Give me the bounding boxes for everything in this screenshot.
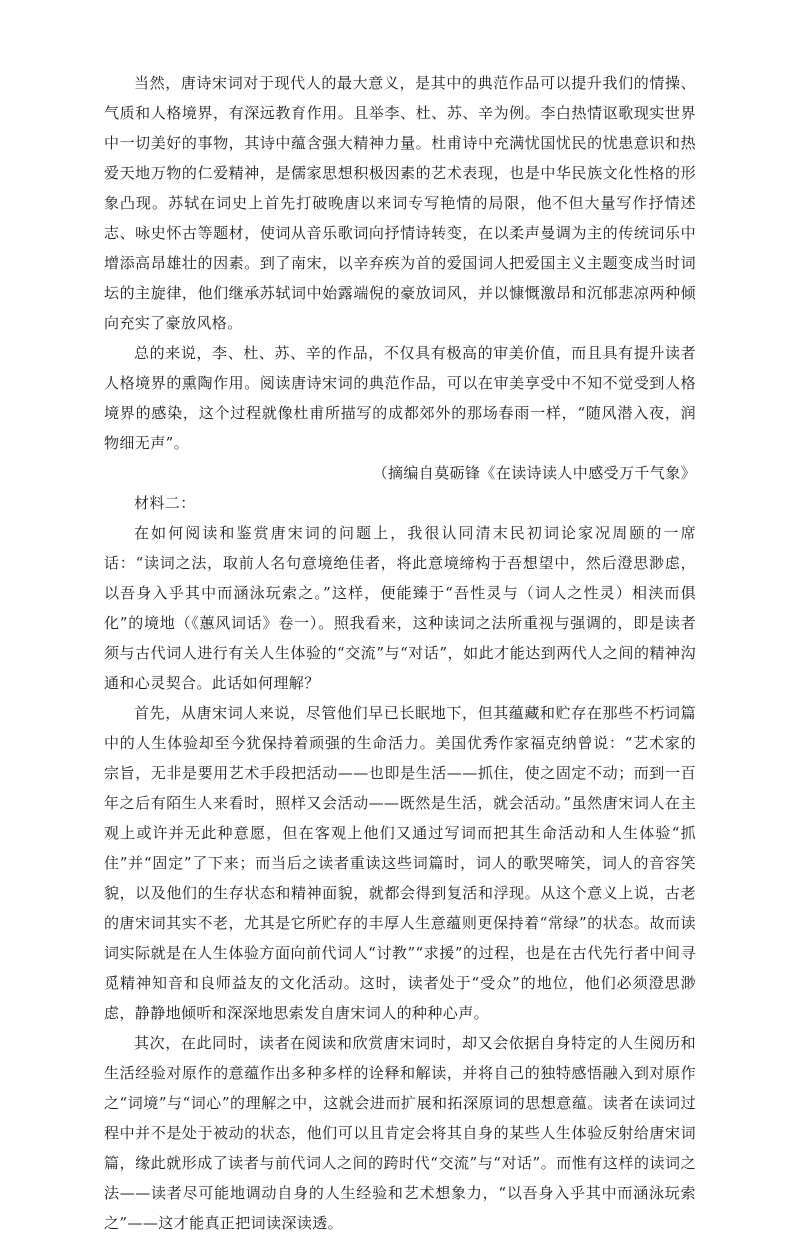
paragraph: 首先，从唐宋词人来说，尽管他们早已长眠地下，但其蕴藏和贮存在那些不朽词篇中的人生体验却至今犹保持着顽强的生命活力。美国优秀作家福克纳曾说：“艺术家的宗旨，无非是要用艺术手段把活动——也即是生活——抓住，使之固定不动；而到一百年之后有陌生人来看时，照样又会活动——既然是生活，就会活动。”虽然唐宋词人在主观上或许并无此种意愿，但在客观上他们又通过写词而把其生命活动和人生体验“抓住”并“固定”了下来；而当后之读者重读这些词篇时，词人的歌哭啼笑，词人的音容笑貌，以及他们的生存状态和精神面貌，就都会得到复活和浮现。从这个意义上说，古老的唐宋词其实不老，尤其是它所贮存的丰厚人生意蕴则更保持着“常绿”的状态。故而读词实际就是在人生体验方面向前代词人“讨教”“求援”的过程，也是在古代先行者中间寻觅精神知音和良师益友的文化活动。这时，读者处于“受众”的地位，他们必须澄思渺虑，静静地倾听和深深地思索发自唐宋词人的种种心声。	[104, 704, 696, 1022]
paragraph: 总的来说，李、杜、苏、辛的作品，不仅具有极高的审美价值，而且具有提升读者人格境界的熏陶作用。阅读唐诗宋词的典范作品，可以在审美享受中不知不觉受到人格境界的感染，这个过程就像杜甫所描写的成都郊外的那场春雨一样，“随风潜入夜，润物细无声”。	[104, 344, 696, 452]
source-citation: （摘编自莫砺锋《在读诗读人中感受万千气象》	[372, 464, 696, 482]
paragraph: 其次，在此同时，读者在阅读和欣赏唐宋词时，却又会依据自身特定的人生阅历和生活经验对原作的意蕴作出多种多样的诠释和解读，并将自己的独特感悟融入到对原作之“词境”与“词心”的理解之中，这就会进而扩展和拓深原词的思想意蕴。读者在读词过程中并不是处于被动的状态，他们可以且肯定会将其自身的某些人生体验反射给唐宋词篇，缘此就形成了读者与前代词人之间的跨时代“交流”与“对话”。而惟有这样的读词之法——读者尽可能地调动自身的人生经验和艺术想象力，“以吾身入乎其中而涵泳玩索之”——这才能真正把词读深读透。	[104, 1034, 696, 1232]
paragraph: 当然，唐诗宋词对于现代人的最大意义，是其中的典范作品可以提升我们的情操、气质和人格境界，有深远教育作用。且举李、杜、苏、辛为例。李白热情讴歌现实世界中一切美好的事物，其诗中蕴含强大精神力量。杜甫诗中充满忧国忧民的忧患意识和热爱天地万物的仁爱精神，是儒家思想积极因素的艺术表现，也是中华民族文化性格的形象凸现。苏轼在词史上首先打破晚唐以来词专写艳情的局限，他不但大量写作抒情述志、咏史怀古等题材，使词从音乐歌词向抒情诗转变，在以柔声曼调为主的传统词乐中增添高昂雄壮的因素。到了南宋，以辛弃疾为首的爱国词人把爱国主义主题变成当时词坛的主旋律，他们继承苏轼词中始露端倪的豪放词风，并以慷慨激昂和沉郁悲凉两种倾向充实了豪放风格。	[104, 74, 696, 332]
section-heading: 材料二：	[134, 494, 196, 512]
document-page	[104, 68, 696, 1238]
paragraph: 在如何阅读和鉴赏唐宋词的问题上，我很认同清末民初词论家况周颐的一席话：“读词之法，取前人名句意境绝佳者，将此意境缔构于吾想望中，然后澄思渺虑，以吾身入乎其中而涵泳玩索之。”这样，便能臻于“吾性灵与（词人之性灵）相浃而俱化”的境地（《蕙风词话》卷一）。照我看来，这种读词之法所重视与强调的，即是读者须与古代词人进行有关人生体验的“交流”与“对话”，如此才能达到两代人之间的精神沟通和心灵契合。此话如何理解？	[104, 524, 696, 692]
